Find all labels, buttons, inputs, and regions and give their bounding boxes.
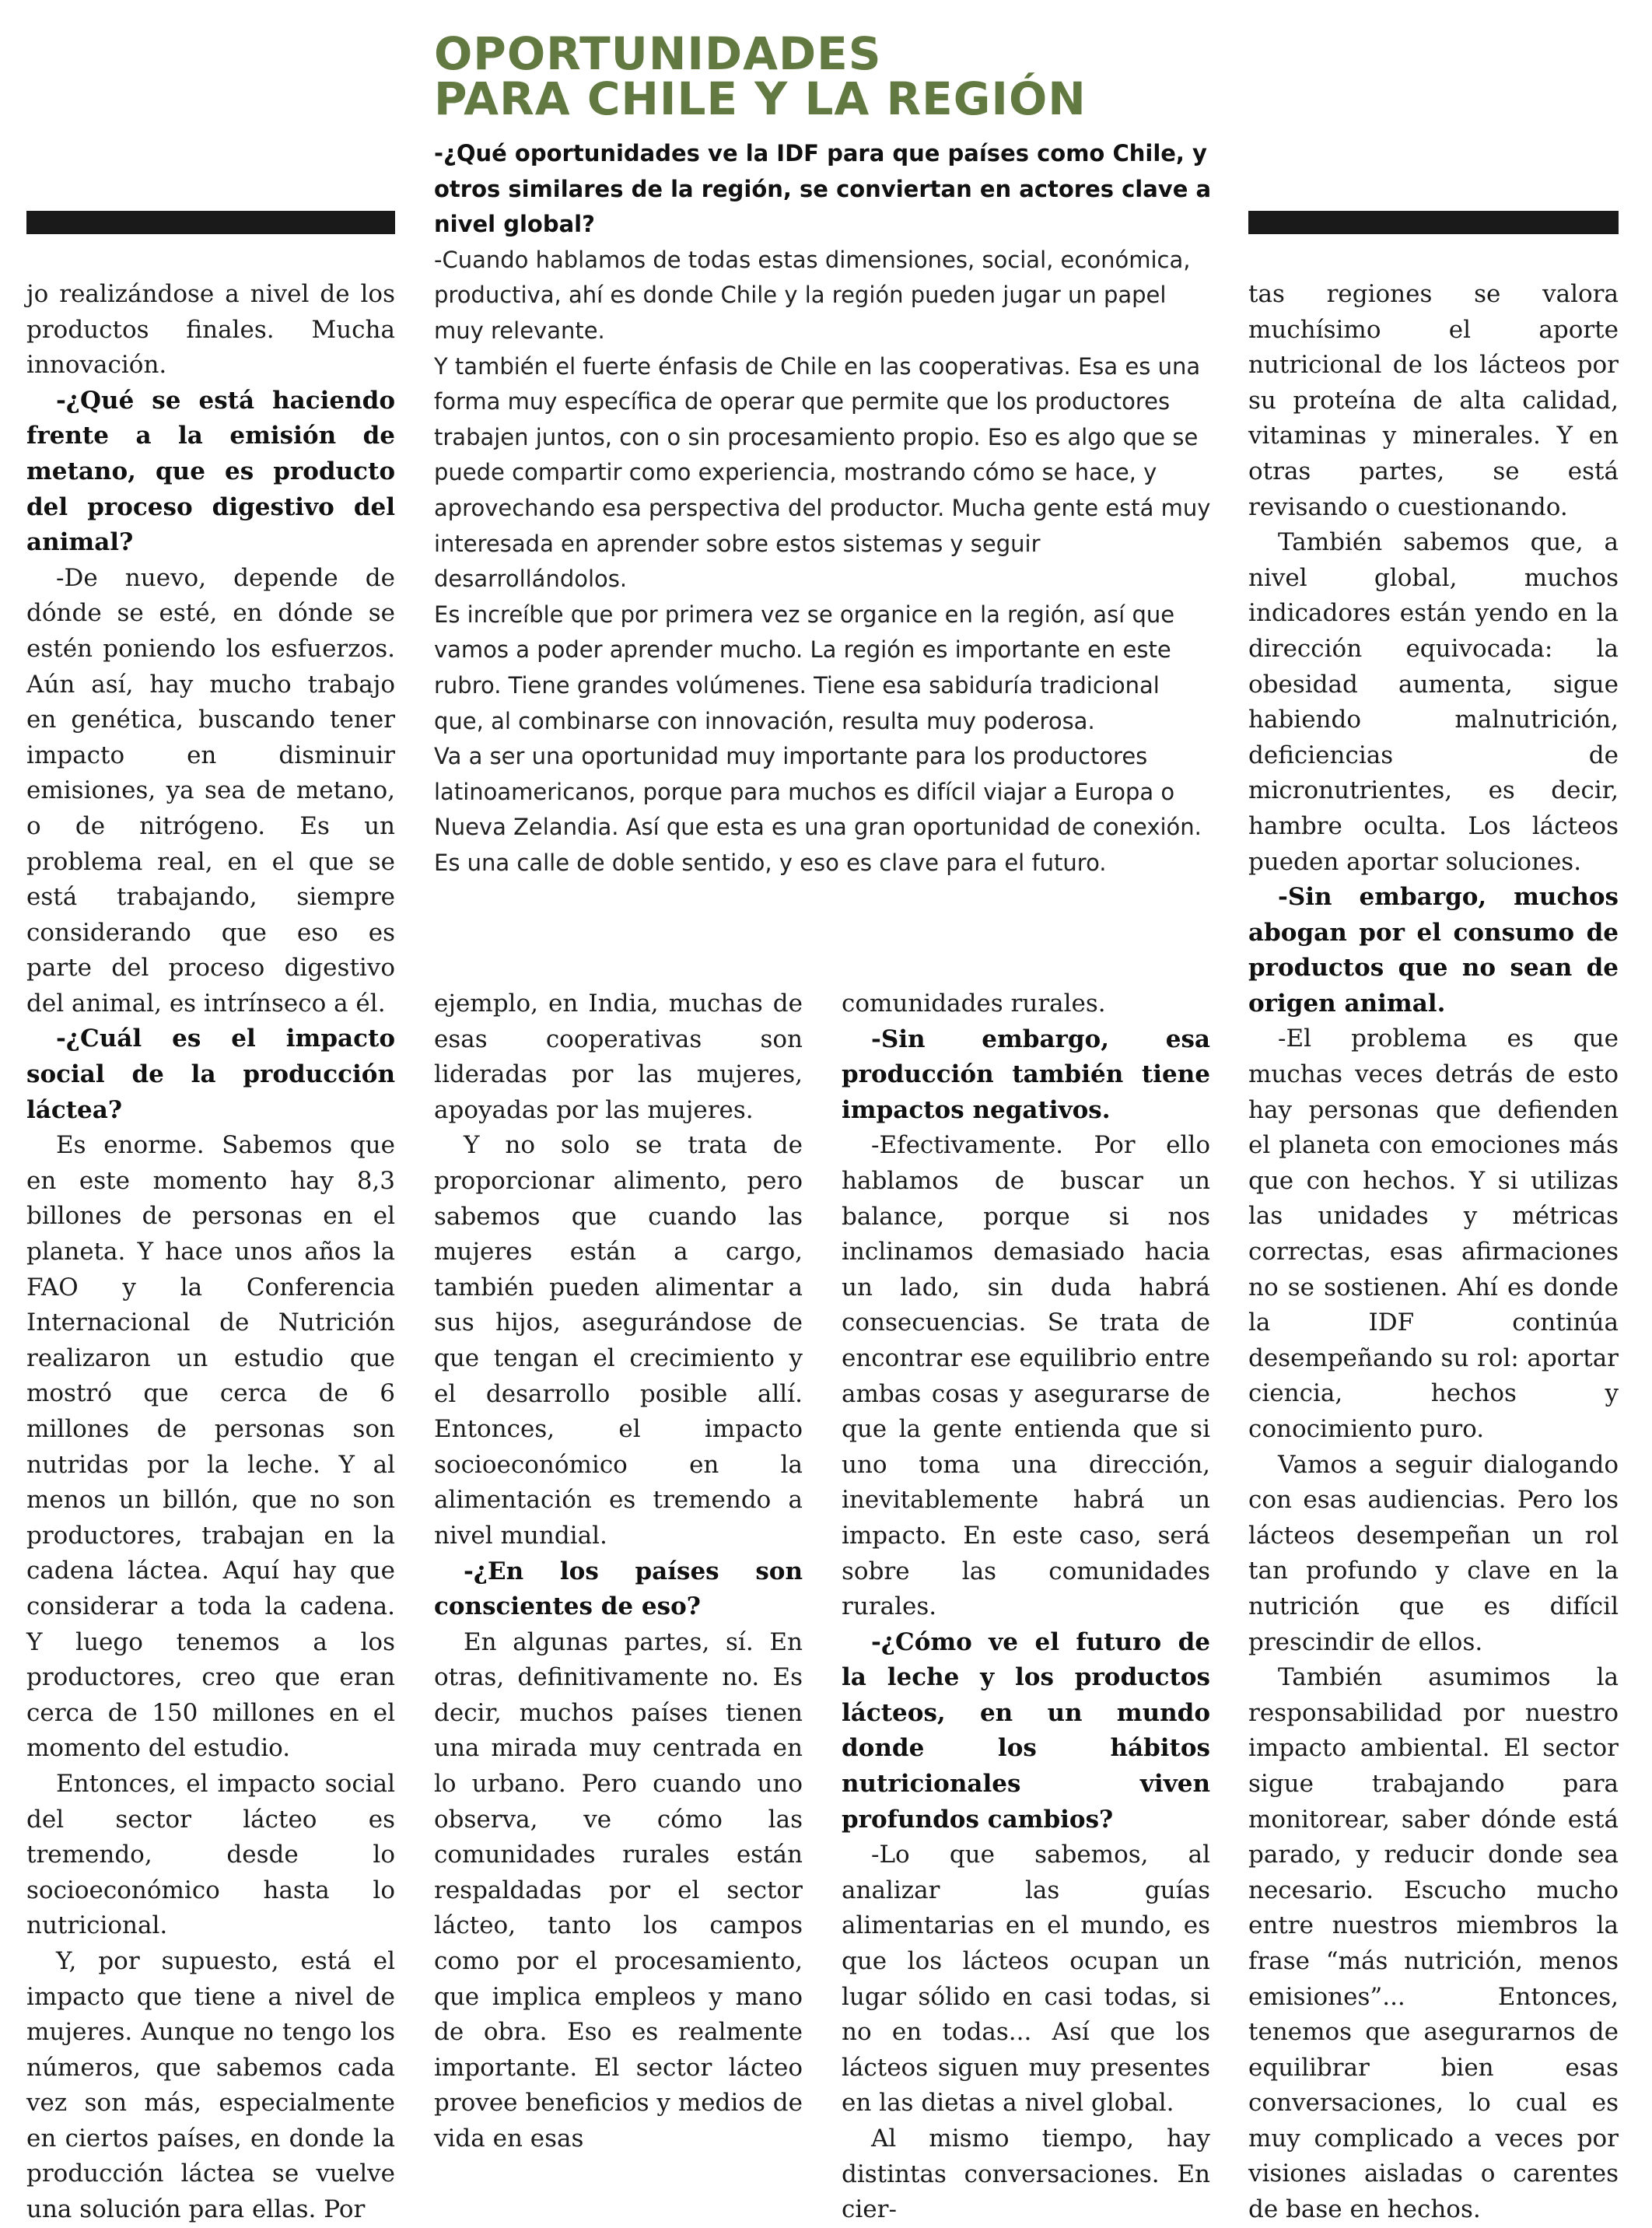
article-paragraph: comunidades rurales. bbox=[842, 990, 1106, 1018]
interview-question: -Sin embargo, muchos abogan por el consumo de productos que no sean de origen animal. bbox=[1248, 883, 1619, 1018]
article-paragraph: tas regiones se valora muchísimo el aporte nutricional de los lácteos por su proteína de alta calidad, vitaminas y minerales. Y en otras partes, se está revisando o cuestionando. bbox=[1248, 280, 1619, 521]
center-paragraph: Va a ser una oportunidad muy importante para los productores latinoamericanos, porque para muchos es difícil viajar a Europa o Nueva Zelandia. Así que esta es una gran oportunidad de conexión. Es una calle de doble sentido, y eso es clave para el futuro. bbox=[434, 743, 1202, 876]
center-question: -¿Qué oportunidades ve la IDF para que países como Chile, y otros similares de la región, se conviertan en actores clave a nivel global? bbox=[434, 140, 1212, 238]
column-3 bbox=[842, 986, 1210, 2228]
section-title-line2: PARA CHILE Y LA REGIÓN bbox=[434, 72, 1087, 125]
center-paragraph: Es increíble que por primera vez se organice en la región, así que vamos a poder aprender mucho. La región es importante en este rubro. Tiene grandes volúmenes. Tiene esa sabiduría tradicional que, al combinarse con innovación, resulta muy poderosa. bbox=[434, 601, 1175, 734]
article-paragraph: También asumimos la responsabilidad por nuestro impacto ambiental. El sector sigue trabajando para monitorear, saber dónde está parado, y reducir donde sea necesario. Escucho mucho entre nuestros miembros la frase “más nutrición, menos emisiones”... Entonces, tenemos que asegurarnos de equilibrar bien esas conversaciones, lo cual es muy complicado a veces por visiones aisladas o carentes de base en hechos. bbox=[1248, 1663, 1619, 2224]
interview-question: -¿Cómo ve el futuro de la leche y los productos lácteos, en un mundo donde los hábitos nutricionales viven profundos cambios? bbox=[842, 1627, 1210, 1834]
article-paragraph: También sabemos que, a nivel global, muchos indicadores están yendo en la dirección equivocada: la obesidad aumenta, sigue habiendo malnutrición, deficiencias de micronutrientes, es decir, hambre oculta. Los lácteos pueden aportar soluciones. bbox=[1248, 528, 1619, 876]
interview-question: -¿En los países son conscientes de eso? bbox=[434, 1557, 803, 1621]
article-paragraph: Y no solo se trata de proporcionar alimento, pero sabemos que cuando las mujeres están a cargo, también pueden alimentar a sus hijos, asegurándose de que tengan el crecimiento y el desarrollo posible allí. Entonces, el impacto socioeconómico en la alimentación es tremendo a nivel mundial. bbox=[434, 1131, 803, 1550]
article-paragraph: Y, por supuesto, está el impacto que tiene a nivel de mujeres. Aunque no tengo los números, que sabemos cada vez son más, especialmente en ciertos países, en donde la producción láctea se vuelve una solución para ellas. Por bbox=[26, 1946, 395, 2224]
section-title-line1: OPORTUNIDADES bbox=[434, 27, 882, 80]
article-paragraph: Al mismo tiempo, hay distintas conversaciones. En cier- bbox=[842, 2125, 1210, 2224]
section-title bbox=[434, 27, 1212, 125]
interview-question: -Sin embargo, esa producción también tiene impactos negativos. bbox=[842, 1025, 1210, 1124]
interview-question: -¿Qué se está haciendo frente a la emisión de metano, que es producto del proceso digestivo del animal? bbox=[26, 386, 395, 557]
right-rule-bar bbox=[1248, 211, 1619, 234]
interview-question: -¿Cuál es el impacto social de la producción láctea? bbox=[26, 1025, 395, 1124]
center-paragraph: Y también el fuerte énfasis de Chile en las cooperativas. Esa es una forma muy específica de operar que permite que los productores trabajen juntos, con o sin procesamiento propio. Eso es algo que se puede compartir como experiencia, mostrando cómo se hace, y aprovechando esa perspectiva del productor. Mucha gente está muy interesada en aprender sobre estos sistemas y seguir desarrollándolos. bbox=[434, 352, 1211, 593]
center-paragraph: -Cuando hablamos de todas estas dimensiones, social, económica, productiva, ahí es donde Chile y la región pueden jugar un papel muy relevante. bbox=[434, 246, 1191, 344]
article-paragraph: -De nuevo, depende de dónde se esté, en dónde se estén poniendo los esfuerzos. Aún así, hay mucho trabajo en genética, buscando tener impacto en disminuir emisiones, ya sea de metano, o de nitrógeno. Es un problema real, en el que se está trabajando, siempre considerando que eso es parte del proceso digestivo del animal, es intrínseco a él. bbox=[26, 563, 395, 1018]
left-rule-bar bbox=[26, 211, 395, 234]
article-paragraph: jo realizándose a nivel de los productos finales. Mucha innovación. bbox=[26, 280, 395, 380]
article-paragraph: Es enorme. Sabemos que en este momento hay 8,3 billones de personas en el planeta. Y hace unos años la FAO y la Conferencia Internacional de Nutrición realizaron un estudio que mostró que cerca de 6 millones de personas son nutridas por la leche. Y al menos un billón, que no son productores, trabajan en la cadena láctea. Aquí hay que considerar a toda la cadena. Y luego tenemos a los productores, creo que eran cerca de 150 millones en el momento del estudio. bbox=[26, 1131, 395, 1763]
column-2 bbox=[434, 986, 803, 2157]
article-paragraph: En algunas partes, sí. En otras, definitivamente no. Es decir, muchos países tienen una mirada muy centrada en lo urbano. Pero cuando uno observa, ve cómo las comunidades rurales están respaldadas por el sector lácteo, tanto los campos como por el procesamiento, que implica empleos y mano de obra. Eso es realmente importante. El sector lácteo provee beneficios y medios de vida en esas bbox=[434, 1627, 803, 2153]
article-paragraph: Entonces, el impacto social del sector lácteo es tremendo, desde lo socioeconómico hasta lo nutricional. bbox=[26, 1769, 395, 1940]
article-paragraph: -El problema es que muchas veces detrás de esto hay personas que defienden el planeta con emociones más que con hechos. Y si utilizas las unidades y métricas correctas, esas afirmaciones no se sostienen. Ahí es donde la IDF continúa desempeñando su rol: aportar ciencia, hechos y conocimiento puro. bbox=[1248, 1025, 1619, 1443]
article-paragraph: -Lo que sabemos, al analizar las guías alimentarias en el mundo, es que los lácteos ocupan un lugar sólido en casi todas, si no en todas... Así que los lácteos siguen muy presentes en las dietas a nivel global. bbox=[842, 1841, 1210, 2118]
column-1 bbox=[26, 277, 395, 2228]
center-interview-block bbox=[434, 136, 1212, 881]
column-4 bbox=[1248, 277, 1619, 2228]
article-paragraph: Vamos a seguir dialogando con esas audiencias. Pero los lácteos desempeñan un rol tan profundo y clave en la nutrición que es difícil prescindir de ellos. bbox=[1248, 1450, 1619, 1656]
article-paragraph: -Efectivamente. Por ello hablamos de buscar un balance, porque si nos inclinamos demasiado hacia un lado, sin duda habrá consecuencias. Se trata de encontrar ese equilibrio entre ambas cosas y asegurarse de que la gente entienda que si uno toma una dirección, inevitablemente habrá un impacto. En este caso, será sobre las comunidades rurales. bbox=[842, 1131, 1210, 1621]
article-paragraph: ejemplo, en India, muchas de esas cooperativas son lideradas por las mujeres, apoyadas por las mujeres. bbox=[434, 990, 803, 1124]
